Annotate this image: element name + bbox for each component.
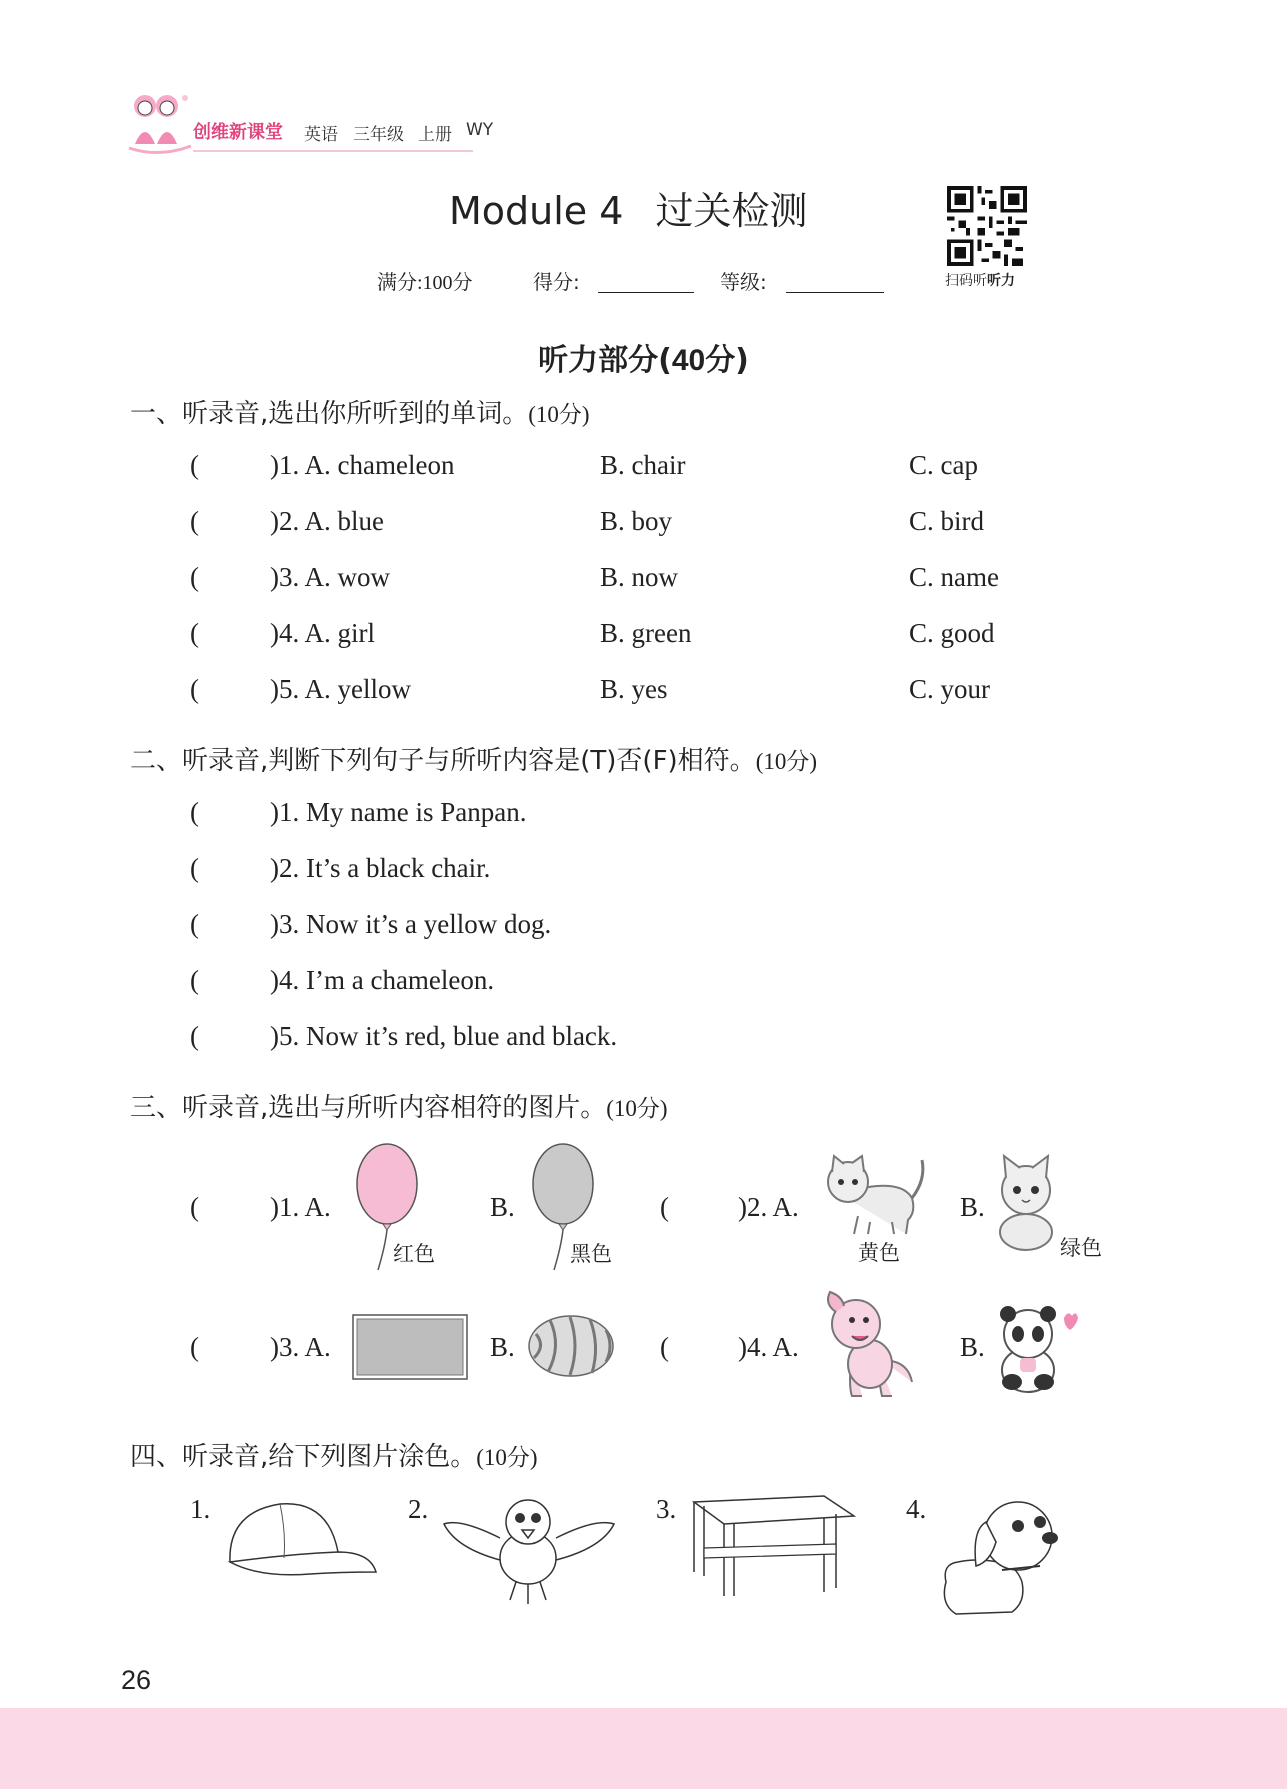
question-1-label: )1. A. xyxy=(270,1192,331,1222)
section-title-text: 二、听录音,判断下列句子与所听内容是(T)否(F)相符。 xyxy=(130,746,756,776)
statement-text: )2. It’s a black chair. xyxy=(270,853,491,883)
section-points: (10分) xyxy=(606,1096,668,1121)
gray-rectangle-icon[interactable] xyxy=(352,1314,468,1380)
qr-caption xyxy=(945,270,1015,290)
section-title-text: 一、听录音,选出你所听到的单词。 xyxy=(130,399,529,429)
pink-dog-icon[interactable] xyxy=(822,1290,914,1400)
part2-statement-row xyxy=(0,797,1287,837)
section-points: (10分) xyxy=(476,1445,538,1470)
item-4-number: 4. xyxy=(906,1494,927,1524)
answer-blank[interactable]: ( xyxy=(190,1192,199,1222)
option-b-label: B. xyxy=(490,1192,515,1222)
page-title xyxy=(449,180,807,235)
option-c: C. good xyxy=(909,618,995,648)
caption-red: 红色 xyxy=(393,1242,435,1266)
section-2-title xyxy=(130,740,817,777)
option-b-label: B. xyxy=(960,1332,985,1362)
option-a: )1. A. chameleon xyxy=(270,450,455,480)
grade-label: 等级: xyxy=(720,270,767,294)
caption-black: 黑色 xyxy=(570,1242,612,1266)
part2-statement-row xyxy=(0,853,1287,893)
option-b: B. yes xyxy=(600,674,668,704)
part2-statement-row xyxy=(0,1021,1287,1061)
option-a: )4. A. girl xyxy=(270,618,375,648)
section-title-text: 四、听录音,给下列图片涂色。 xyxy=(130,1442,477,1472)
item-2-number: 2. xyxy=(408,1494,429,1524)
bird-outline-icon[interactable] xyxy=(440,1488,620,1608)
caption-green: 绿色 xyxy=(1060,1236,1102,1260)
score-blank[interactable] xyxy=(598,292,694,293)
statement-text: )1. My name is Panpan. xyxy=(270,797,527,827)
qr-caption-prefix: 扫码听 xyxy=(945,273,987,289)
answer-blank[interactable]: ( xyxy=(190,965,199,995)
question-3-label: )3. A. xyxy=(270,1332,331,1362)
book-subject: 英语 xyxy=(304,125,338,145)
question-4-label: )4. A. xyxy=(738,1332,799,1362)
answer-blank[interactable]: ( xyxy=(190,674,199,704)
heading-suffix: 分) xyxy=(705,343,749,378)
header-divider xyxy=(193,150,473,152)
brand-logo-children-icon xyxy=(125,88,195,156)
watermelon-icon[interactable] xyxy=(526,1314,616,1378)
part4-coloring-row xyxy=(0,1488,1287,1628)
panda-icon[interactable] xyxy=(992,1302,1082,1394)
book-grade: 三年级 xyxy=(353,125,404,145)
answer-blank[interactable]: ( xyxy=(190,506,199,536)
sitting-kitten-icon[interactable] xyxy=(990,1154,1060,1254)
option-b: B. boy xyxy=(600,506,673,536)
score-label: 得分: xyxy=(533,270,580,294)
section-points: (10分) xyxy=(528,402,590,427)
listening-section-heading xyxy=(0,335,1287,379)
part3-row-2 xyxy=(0,1290,1287,1400)
section-points: (10分) xyxy=(755,749,818,774)
option-a: )3. A. wow xyxy=(270,562,390,592)
option-b: B. now xyxy=(600,562,679,592)
dog-outline-icon[interactable] xyxy=(936,1492,1076,1620)
item-1-number: 1. xyxy=(190,1494,211,1524)
part2-statement-row xyxy=(0,909,1287,949)
desk-outline-icon[interactable] xyxy=(690,1492,858,1598)
answer-blank[interactable]: ( xyxy=(190,853,199,883)
answer-blank[interactable]: ( xyxy=(190,1332,199,1362)
grade-blank[interactable] xyxy=(786,292,884,293)
option-c: C. bird xyxy=(909,506,985,536)
answer-blank[interactable]: ( xyxy=(190,450,199,480)
qr-caption-bold: 听力 xyxy=(987,273,1015,289)
walking-cat-icon[interactable] xyxy=(822,1150,932,1238)
answer-blank[interactable]: ( xyxy=(190,797,199,827)
page-number: 26 xyxy=(121,1665,152,1695)
part1-question-row xyxy=(0,506,1287,546)
option-a: )5. A. yellow xyxy=(270,674,411,704)
part2-statement-row xyxy=(0,965,1287,1005)
option-b: B. chair xyxy=(600,450,686,480)
question-2-label: )2. A. xyxy=(738,1192,799,1222)
part3-row-1 xyxy=(0,1140,1287,1280)
module-label: Module 4 xyxy=(449,189,624,233)
title-subtitle: 过关检测 xyxy=(655,189,808,233)
heading-prefix: 听力部分( xyxy=(538,343,672,378)
answer-blank[interactable]: ( xyxy=(190,1021,199,1051)
answer-blank[interactable]: ( xyxy=(190,618,199,648)
part1-question-row xyxy=(0,562,1287,602)
footer-band xyxy=(0,1708,1287,1789)
option-b: B. green xyxy=(600,618,692,648)
caption-yellow: 黄色 xyxy=(858,1241,900,1265)
section-title-text: 三、听录音,选出与所听内容相符的图片。 xyxy=(130,1093,607,1123)
book-volume: 上册 xyxy=(418,125,452,145)
option-c: C. name xyxy=(909,562,999,592)
option-c: C. cap xyxy=(909,450,978,480)
qr-code-icon[interactable] xyxy=(947,186,1027,266)
part1-question-row xyxy=(0,674,1287,714)
statement-text: )4. I’m a chameleon. xyxy=(270,965,495,995)
brand-name: 创维新课堂 xyxy=(193,122,283,143)
part1-question-row xyxy=(0,450,1287,490)
statement-text: )3. Now it’s a yellow dog. xyxy=(270,909,552,939)
option-b-label: B. xyxy=(960,1192,985,1222)
item-3-number: 3. xyxy=(656,1494,677,1524)
option-b-label: B. xyxy=(490,1332,515,1362)
option-a: )2. A. blue xyxy=(270,506,384,536)
answer-blank[interactable]: ( xyxy=(190,909,199,939)
statement-text: )5. Now it’s red, blue and black. xyxy=(270,1021,618,1051)
section-1-title xyxy=(130,393,590,430)
part1-question-row xyxy=(0,618,1287,658)
section-4-title xyxy=(130,1436,538,1473)
option-c: C. your xyxy=(909,674,990,704)
cap-outline-icon[interactable] xyxy=(220,1492,380,1584)
book-edition: WY xyxy=(466,120,494,140)
answer-blank[interactable]: ( xyxy=(660,1332,669,1362)
full-score-label: 满分:100分 xyxy=(377,272,473,294)
heading-points: 40 xyxy=(671,344,706,377)
answer-blank[interactable]: ( xyxy=(660,1192,669,1222)
answer-blank[interactable]: ( xyxy=(190,562,199,592)
section-3-title xyxy=(130,1087,668,1124)
